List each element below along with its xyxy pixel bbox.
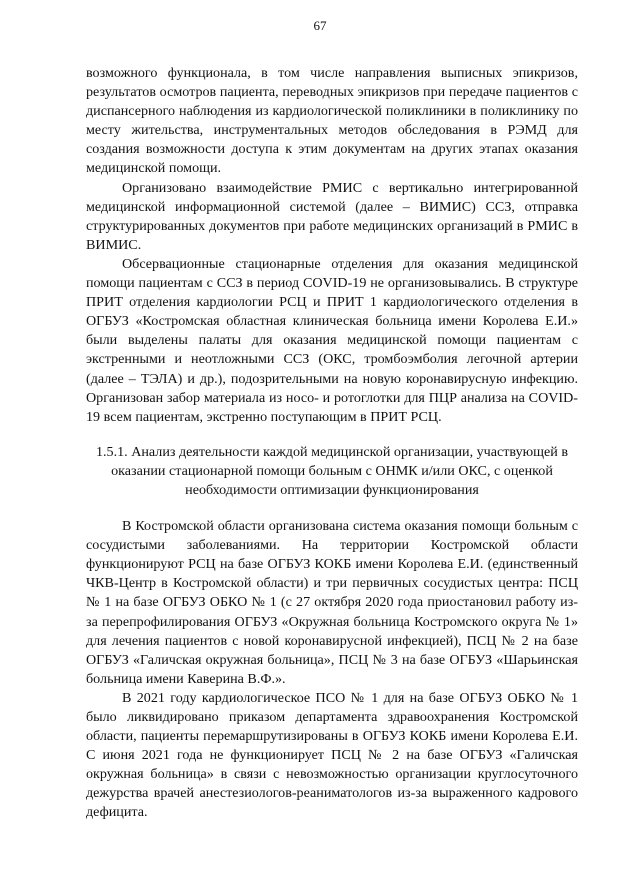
- paragraph-2: Организовано взаимодействие РМИС с вертикально интегрированной медицинской информационной системой (далее – ВИМИС) ССЗ, отправка структурированных документов при работе медицинских организаций в РМИС в ВИМИС.: [86, 179, 578, 253]
- section-heading: 1.5.1. Анализ деятельности каждой медицинской организации, участвующей в оказании стационарной помощи больным с ОНМК и/или ОКС, с оценкой необходимости оптимизации функционирования: [95, 443, 569, 498]
- paragraph-4: В Костромской области организована система оказания помощи больным с сосудистыми заболеваниями. На территории Костромской области функционируют РСЦ на базе ОГБУЗ КОКБ имени Королева Е.И. (единственный ЧКВ-Центр в Костромской области) и три первичных сосудистых центра: ПСЦ № 1 на базе ОГБУЗ ОБКО № 1 (с 27 октября 2020 года приостановил работу из-за перепрофилирования ОГБУЗ «Окружная больница Костромского округа № 1» для лечения пациентов с новой коронавирусной инфекцией), ПСЦ № 2 на базе ОГБУЗ «Галичская окружная больница», ПСЦ № 3 на базе ОГБУЗ «Шарьинская больница имени Каверина В.Ф.».: [86, 518, 578, 687]
- document-body: [86, 64, 578, 823]
- page-number: 67: [313, 18, 327, 33]
- paragraph-3: Обсервационные стационарные отделения для оказания медицинской помощи пациентам с ССЗ в период COVID-19 не организовывались. В структуре ПРИТ отделения кардиологии РСЦ и ПРИТ 1 кардиологического отделения в ОГБУЗ «Костромская областная клиническая больница имени Королева Е.И.» были выделены палаты для оказания медицинской помощи пациентам с экстренными и неотложными ССЗ (ОКС, тромбоэмболия легочной артерии (далее – ТЭЛА) и др.), подозрительными на новую коронавирусную инфекцию. Организован забор материала из носо- и ротоглотки для ПЦР анализа на COVID-19 всем пациентам, экстренно поступающим в ПРИТ РСЦ.: [86, 255, 578, 425]
- paragraph-1: возможного функционала, в том числе направления выписных эпикризов, результатов осмотров пациента, переводных эпикризов при передаче пациентов с диспансерного наблюдения из кардиологической поликлиники в поликлинику по месту жительства, инструментальных методов обследования в РЭМД для создания возможности доступа к этим документам на других этапах оказания медицинской помощи.: [86, 65, 578, 177]
- paragraph-5: В 2021 году кардиологическое ПСО № 1 для на базе ОГБУЗ ОБКО № 1 было ликвидировано приказом департамента здравоохранения Костромской области, пациенты перемаршрутизированы в ОГБУЗ КОКБ имени Королева Е.И. С июня 2021 года не функционирует ПСЦ № 2 на базе ОГБУЗ «Галичская окружная больница» в связи с невозможностью организации круглосуточного дежурства врачей анестезиологов-реаниматологов из-за выраженного кадрового дефицита.: [86, 689, 578, 821]
